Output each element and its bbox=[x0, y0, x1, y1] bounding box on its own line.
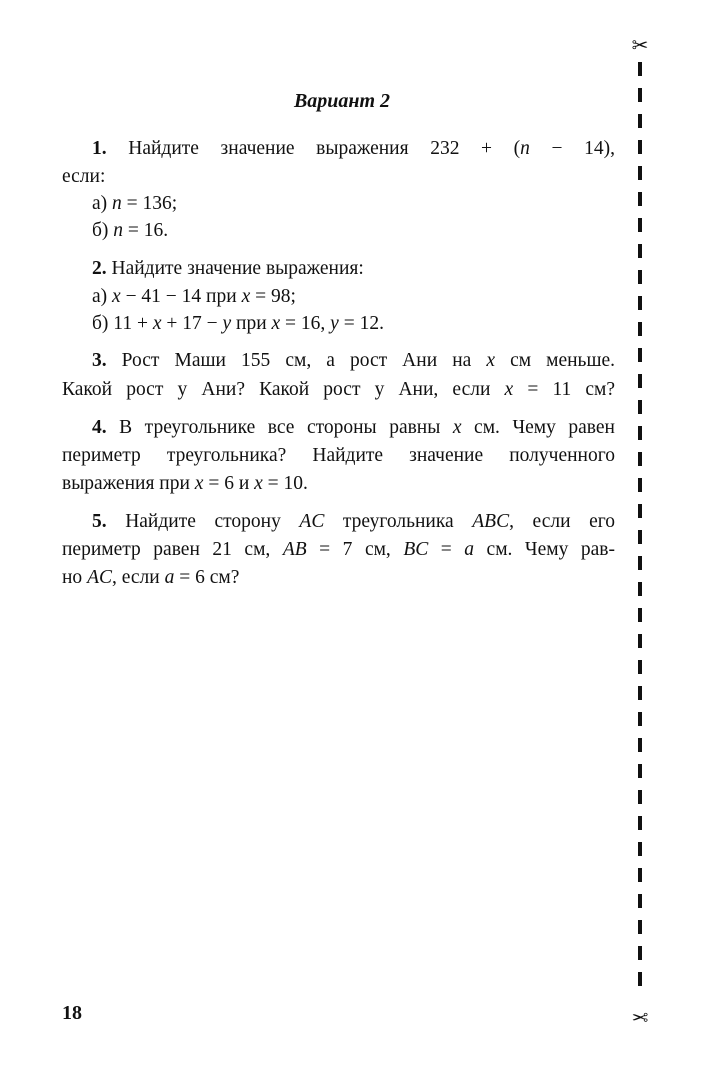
text-line bbox=[62, 377, 615, 403]
text-segment: выражения при bbox=[62, 473, 195, 494]
scissors-icon: ✂ bbox=[631, 1005, 649, 1027]
text-segment: n bbox=[520, 138, 530, 159]
text-segment: x bbox=[194, 473, 204, 494]
text-line bbox=[62, 443, 615, 469]
text-line bbox=[92, 136, 615, 162]
cut-line-dash bbox=[638, 556, 642, 570]
cut-line-dash bbox=[638, 894, 642, 908]
cut-line-dash bbox=[638, 660, 642, 674]
text-segment: ABC bbox=[472, 511, 510, 532]
text-line bbox=[92, 311, 615, 337]
text-segment: = 98; bbox=[250, 286, 296, 307]
text-segment: если: bbox=[62, 166, 106, 187]
cut-line-dash bbox=[638, 218, 642, 232]
text-segment: Найдите значение выражения 232 + ( bbox=[106, 138, 521, 159]
text-segment: = bbox=[428, 539, 465, 560]
cut-line-dash bbox=[638, 244, 642, 258]
cut-line-dash bbox=[638, 790, 642, 804]
cut-line-dash bbox=[638, 322, 642, 336]
text-segment: = 6 см? bbox=[174, 567, 240, 588]
text-segment: но bbox=[62, 567, 88, 588]
text-segment: = 7 см, bbox=[306, 539, 404, 560]
text-line bbox=[92, 415, 615, 441]
text-segment: y bbox=[222, 313, 232, 334]
text-segment: = 10. bbox=[262, 473, 308, 494]
scissors-icon: ✂ bbox=[631, 35, 649, 57]
problem-number: 3. bbox=[92, 350, 107, 371]
text-segment: см меньше. bbox=[495, 350, 615, 371]
text-segment: = 16, bbox=[280, 313, 331, 334]
cut-line-dash bbox=[638, 114, 642, 128]
text-segment: треугольника bbox=[324, 511, 473, 532]
text-segment: x bbox=[112, 286, 121, 307]
problem-number: 2. bbox=[92, 258, 107, 279]
cut-line-dash bbox=[638, 634, 642, 648]
text-line bbox=[92, 218, 615, 244]
text-segment: − 41 − 14 при bbox=[120, 286, 242, 307]
problem-number: 1. bbox=[92, 138, 107, 159]
text-segment: BC bbox=[403, 539, 429, 560]
page-number: 18 bbox=[62, 1002, 82, 1024]
cut-line-dash bbox=[638, 530, 642, 544]
text-segment: x bbox=[504, 379, 514, 400]
text-segment: n bbox=[112, 193, 122, 214]
cut-line-dash bbox=[638, 946, 642, 960]
text-segment: AC bbox=[299, 511, 325, 532]
page-title: Вариант 2 bbox=[293, 90, 391, 112]
text-segment: AB bbox=[282, 539, 307, 560]
text-line bbox=[62, 164, 615, 190]
cut-line-dash bbox=[638, 478, 642, 492]
text-segment: см. Чему равен bbox=[461, 417, 615, 438]
text-segment: x bbox=[241, 286, 251, 307]
text-segment: y bbox=[330, 313, 339, 334]
text-line bbox=[92, 348, 615, 374]
text-segment: периметр треугольника? Найдите значение полученного bbox=[62, 445, 615, 466]
cut-line-dash bbox=[638, 270, 642, 284]
text-segment: Найдите значение выражения: bbox=[106, 258, 364, 279]
text-segment: Рост Маши 155 см, а рост Ани на bbox=[106, 350, 487, 371]
text-segment: = 12. bbox=[338, 313, 384, 334]
text-segment: n bbox=[113, 220, 124, 241]
text-line bbox=[62, 471, 615, 497]
text-segment: x bbox=[254, 473, 263, 494]
text-segment: − 14), bbox=[529, 138, 615, 159]
text-segment: , если bbox=[111, 567, 165, 588]
text-segment: а) bbox=[92, 286, 113, 307]
cut-line-dash bbox=[638, 920, 642, 934]
text-segment: a bbox=[464, 539, 475, 560]
text-segment: AC bbox=[87, 567, 112, 588]
text-segment: = 6 и bbox=[203, 473, 255, 494]
text-segment: а) bbox=[92, 193, 113, 214]
cut-line-dash bbox=[638, 400, 642, 414]
cut-line-dash bbox=[638, 686, 642, 700]
text-segment: x bbox=[452, 417, 462, 438]
text-segment: периметр равен 21 см, bbox=[62, 539, 283, 560]
text-segment: x bbox=[486, 350, 496, 371]
cut-line-dash bbox=[638, 868, 642, 882]
problem-number: 4. bbox=[92, 417, 107, 438]
text-segment: см. Чему рав- bbox=[474, 539, 615, 560]
text-line bbox=[92, 509, 615, 535]
text-segment: = 11 см? bbox=[513, 379, 615, 400]
cut-line-dash bbox=[638, 764, 642, 778]
cut-line-dash bbox=[638, 166, 642, 180]
text-segment: x bbox=[271, 313, 281, 334]
cut-line-dash bbox=[638, 738, 642, 752]
text-segment: , если его bbox=[509, 511, 616, 532]
text-segment: при bbox=[231, 313, 272, 334]
cut-line-dash bbox=[638, 504, 642, 518]
problem-number: 5. bbox=[92, 511, 107, 532]
text-line bbox=[92, 191, 615, 217]
text-segment: x bbox=[152, 313, 162, 334]
text-segment: = 16. bbox=[123, 220, 169, 241]
cut-line-dash bbox=[638, 972, 642, 986]
text-segment: a bbox=[164, 567, 175, 588]
cut-line-dash bbox=[638, 348, 642, 362]
cut-line-dash bbox=[638, 140, 642, 154]
text-segment: = 136; bbox=[121, 193, 178, 214]
cut-line-dash bbox=[638, 296, 642, 310]
cut-line-dash bbox=[638, 62, 642, 76]
cut-line-dash bbox=[638, 452, 642, 466]
cut-line-dash bbox=[638, 816, 642, 830]
text-line bbox=[92, 284, 615, 310]
text-segment: Какой рост у Ани? Какой рост у Ани, если bbox=[62, 379, 505, 400]
text-segment: б) 11 + bbox=[92, 313, 153, 334]
text-line bbox=[62, 537, 615, 563]
text-line bbox=[92, 256, 615, 282]
cut-line-dash bbox=[638, 842, 642, 856]
text-segment: + 17 − bbox=[161, 313, 223, 334]
cut-line-dash bbox=[638, 712, 642, 726]
text-segment: Найдите сторону bbox=[106, 511, 300, 532]
text-segment: б) bbox=[92, 220, 114, 241]
cut-line-dash bbox=[638, 582, 642, 596]
cut-line-dash bbox=[638, 608, 642, 622]
text-line bbox=[62, 565, 615, 591]
cut-line-dash bbox=[638, 426, 642, 440]
cut-line-dash bbox=[638, 192, 642, 206]
text-segment: В треугольнике все стороны равны bbox=[106, 417, 453, 438]
cut-line-dash bbox=[638, 374, 642, 388]
